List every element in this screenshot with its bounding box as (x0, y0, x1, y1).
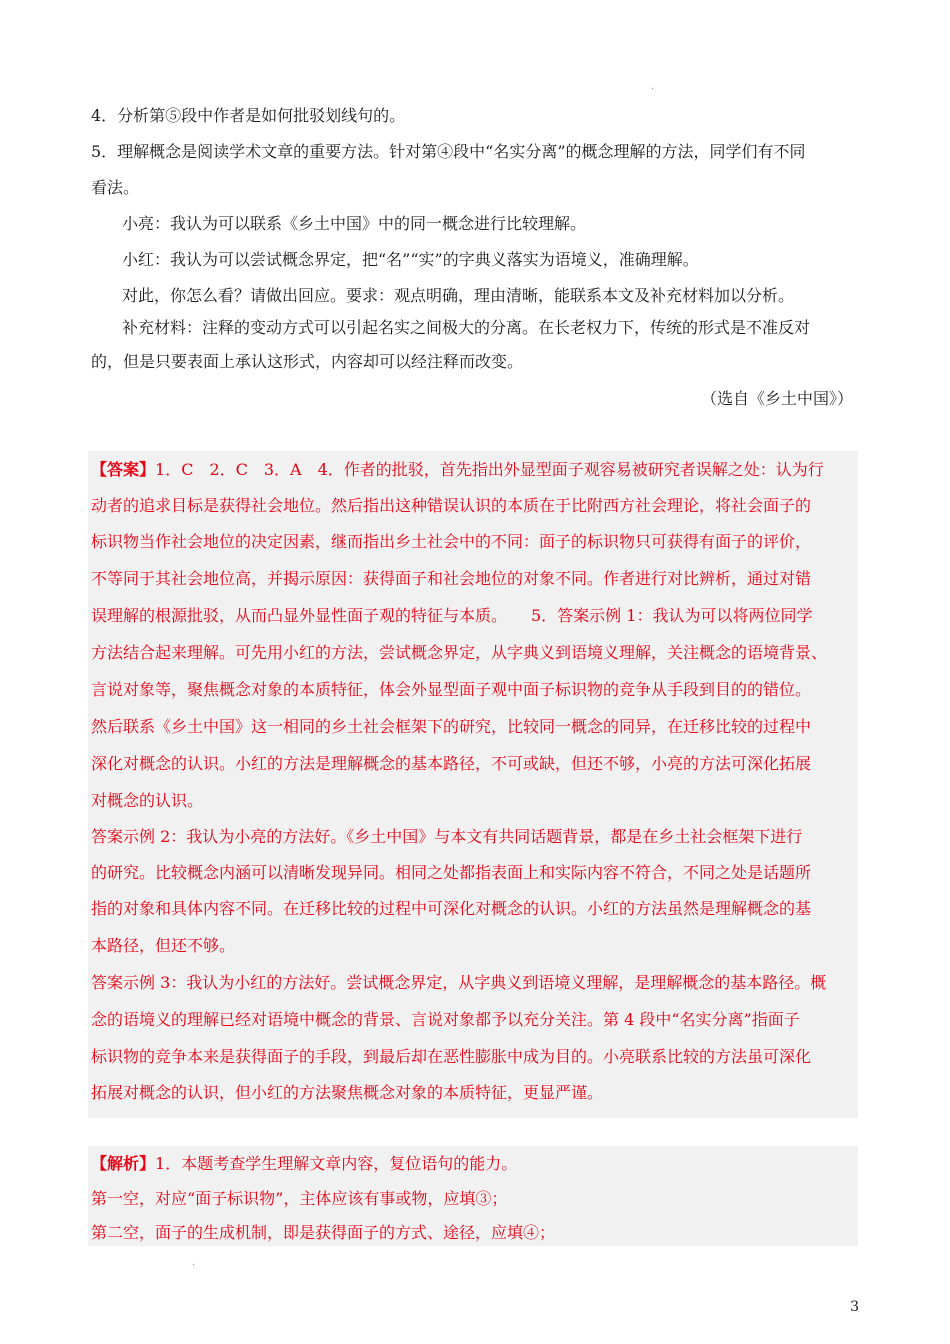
analysis-line-1: 【解析】1．本题考查学生理解文章内容，复位语句的能力。 (91, 1154, 518, 1173)
analysis-line-3: 第二空，面子的生成机制，即是获得面子的方式、途径，应填④； (91, 1223, 556, 1242)
question-5-line-2: 看法。 (91, 178, 140, 197)
question-requirement: 对此，你怎么看？请做出回应。要求：观点明确，理由清晰，能联系本文及补充材料加以分析。 (122, 286, 795, 305)
answer-line: 标识物当作社会地位的决定因素，继而指出乡土社会中的不同：面子的标识物只可获得有面子的评价， (91, 532, 812, 551)
answer-line: 【答案】1．C 2．C 3．A 4．作者的批驳，首先指出外显型面子观容易被研究者误解之处：认为行 (91, 460, 824, 479)
answer-line: 不等同于其社会地位高，并揭示原因：获得面子和社会地位的对象不同。作者进行对比辨析，通过对错 (91, 569, 812, 588)
answer-line: 方法结合起来理解。可先用小红的方法，尝试概念界定，从字典义到语境义理解，关注概念的语境背景、 (91, 643, 828, 662)
analysis-line-2: 第一空，对应“面子标识物”，主体应该有事或物，应填③； (91, 1189, 508, 1208)
scan-dot: · (192, 1260, 196, 1271)
answer-line: 然后联系《乡土中国》这一相同的乡土社会框架下的研究，比较同一概念的同异，在迁移比较的过程中 (91, 717, 812, 736)
answer-line: 的研究。比较概念内涵可以清晰发现异同。相同之处都指表面上和实际内容不符合，不同之处是话题所 (91, 863, 812, 882)
analysis-tag: 【解析】 (91, 1154, 156, 1173)
supplement-line-2: 的，但是只要表面上承认这形式，内容却可以经注释而改变。 (91, 352, 524, 371)
answer-line: 深化对概念的认识。小红的方法是理解概念的基本路径，不可或缺，但还不够，小亮的方法可深化拓展 (91, 754, 812, 773)
answer-line: 言说对象等，聚焦概念对象的本质特征，体会外显型面子观中面子标识物的竞争从手段到目的的错位。 (91, 680, 812, 699)
answer-line: 答案示例 3：我认为小红的方法好。尝试概念界定，从字典义到语境义理解，是理解概念的基本路径。概 (91, 973, 827, 992)
answer-line: 答案示例 2：我认为小亮的方法好。《乡土中国》与本文有共同话题背景，都是在乡土社会框架下进行 (91, 827, 803, 846)
supplement-source: （选自《乡土中国》） (700, 389, 853, 408)
answer-line: 动者的追求目标是获得社会地位。然后指出这种错误认识的本质在于比附西方社会理论，将社会面子的 (91, 496, 812, 515)
xiaoliang-opinion: 小亮：我认为可以联系《乡土中国》中的同一概念进行比较理解。 (122, 214, 587, 233)
xiaohong-opinion: 小红：我认为可以尝试概念界定，把“名”“实”的字典义落实为语境义，准确理解。 (122, 250, 699, 269)
answer-line: 念的语境义的理解已经对语境中概念的背景、言说对象都予以充分关注。第 4 段中“名实分离”指面子 (91, 1010, 800, 1029)
page-number: 3 (850, 1299, 859, 1315)
answer-line: 本路径，但还不够。 (91, 936, 236, 955)
answer-line: 拓展对概念的认识，但小红的方法聚焦概念对象的本质特征，更显严谨。 (91, 1083, 604, 1102)
question-5-line-1: 5．理解概念是阅读学术文章的重要方法。针对第④段中“名实分离”的概念理解的方法，同学们有不同 (91, 142, 806, 161)
answer-line: 指的对象和具体内容不同。在迁移比较的过程中可深化对概念的认识。小红的方法虽然是理解概念的基 (91, 899, 812, 918)
question-4: 4．分析第⑤段中作者是如何批驳划线句的。 (91, 106, 406, 125)
answer-line: 误理解的根源批驳，从而凸显外显性面子观的特征与本质。 5．答案示例 1：我认为可以将两位同学 (91, 606, 813, 625)
answer-line: 对概念的认识。 (91, 791, 204, 810)
supplement-line-1: 补充材料：注释的变动方式可以引起名实之间极大的分离。在长老权力下，传统的形式是不准反对 (122, 318, 811, 337)
answer-tag: 【答案】 (91, 460, 156, 479)
scan-dot: · (651, 84, 655, 95)
answer-line: 标识物的竞争本来是获得面子的手段，到最后却在恶性膨胀中成为目的。小亮联系比较的方法虽可深化 (91, 1047, 812, 1066)
